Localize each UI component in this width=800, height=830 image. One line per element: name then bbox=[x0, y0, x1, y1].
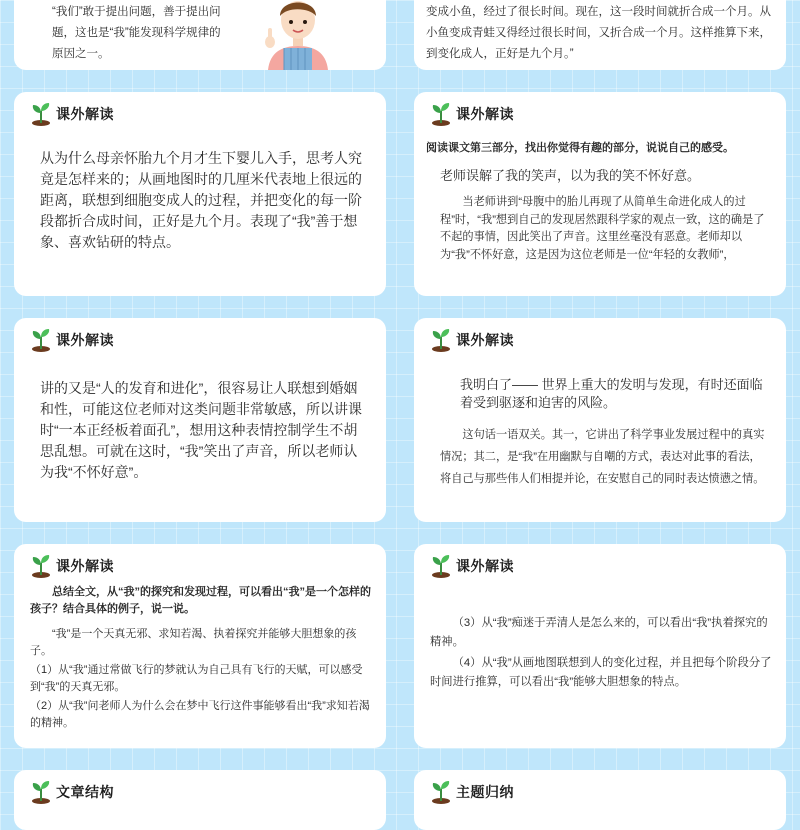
sprout-icon bbox=[30, 554, 52, 578]
card-header bbox=[30, 102, 114, 126]
card-title: 课外解读 bbox=[56, 106, 114, 122]
teacher-illustration bbox=[258, 0, 338, 70]
sprout-icon bbox=[430, 102, 452, 126]
card-title: 课外解读 bbox=[56, 558, 114, 574]
text-line: “我们”敢于提出问题，善于提出问 bbox=[52, 6, 221, 18]
point-text: （2）从“我”问老师人为什么会在梦中飞行这件事能够看出“我”求知若渴的精神。 bbox=[30, 700, 370, 729]
card-body: 当老师讲到“母腹中的胎儿再现了从简单生命进化成人的过程”时，“我”想到自己的发现居然跟科学家的观点一致，这的确是了不起的事情，因此笑出了声音。这里丝毫没有恶意。老师却以为“我”不怀好意，这是因为这位老师是一位“年轻的女教师”， bbox=[440, 196, 765, 261]
top-right-card bbox=[414, 0, 786, 70]
point-text: （3）从“我”痴迷于弄清人是怎么来的，可以看出“我”执着探究的精神。 bbox=[430, 617, 768, 648]
sprout-icon bbox=[30, 328, 52, 352]
card-header bbox=[30, 328, 114, 352]
reading-card bbox=[414, 544, 786, 748]
card-title: 文章结构 bbox=[56, 784, 114, 800]
reading-card bbox=[14, 318, 386, 522]
card-title: 课外解读 bbox=[56, 332, 114, 348]
point-text: （1）从“我”通过常做飞行的梦就认为自己具有飞行的天赋，可以感受到“我”的天真无邪。 bbox=[30, 664, 363, 693]
card-header bbox=[430, 102, 514, 126]
sprout-icon bbox=[30, 780, 52, 804]
card-body: 从为什么母亲怀胎九个月才生下婴儿入手，思考人究竟是怎样来的；从画地图时的几厘米代表地上很远的距离，联想到细胞变成人的过程，并把变化的每一阶段都折合成时间，正好是九个月。表现了“我”善于想象、喜欢钻研的特点。 bbox=[40, 150, 362, 250]
answer-text: “我”是一个天真无邪、求知若渴、执着探究并能够大胆想象的孩子。 bbox=[30, 628, 357, 657]
sprout-icon bbox=[30, 102, 52, 126]
card-title: 课外解读 bbox=[456, 558, 514, 574]
text-line: 变成小鱼，经过了很长时间。现在，这一段时间就折合成一个月。从 bbox=[426, 6, 771, 18]
card-header bbox=[430, 554, 514, 578]
text-line: 原因之一。 bbox=[52, 48, 110, 60]
top-left-card bbox=[14, 0, 386, 70]
top-right-text bbox=[426, 2, 782, 65]
structure-card bbox=[14, 770, 386, 830]
card-body: 这句话一语双关。其一，它讲出了科学事业发展过程中的真实情况；其二，是“我”在用幽默与自嘲的方式，表达对此事的看法，将自己与那些伟人们相提并论，在安慰自己的同时表达愤懑之情。 bbox=[440, 429, 765, 485]
question-text: 总结全文，从“我”的探究和发现过程，可以看出“我”是一个怎样的孩子？结合具体的例子，说一说。 bbox=[30, 586, 371, 615]
reading-card bbox=[14, 92, 386, 296]
card-header bbox=[30, 554, 114, 578]
sprout-icon bbox=[430, 328, 452, 352]
card-title: 课外解读 bbox=[456, 106, 514, 122]
card-body: 讲的又是“人的发育和进化”，很容易让人联想到婚姻和性，可能这位老师对这类问题非常敏感，所以讲课时“一本正经板着面孔”，想用这种表情控制学生不胡思乱想。可就在这时，“我”笑出了声音，所以老师认为我“不怀好意”。 bbox=[40, 380, 362, 480]
card-title: 主题归纳 bbox=[456, 784, 514, 800]
quote-text: 老师误解了我的笑声，以为我的笑不怀好意。 bbox=[440, 168, 701, 183]
card-title: 课外解读 bbox=[456, 332, 514, 348]
top-left-text bbox=[52, 2, 272, 65]
theme-card bbox=[414, 770, 786, 830]
text-line: 到变化成人，正好是九个月。” bbox=[426, 48, 574, 60]
text-line: 题，这也是“我”能发现科学规律的 bbox=[52, 27, 221, 39]
card-header bbox=[430, 780, 514, 804]
sprout-icon bbox=[430, 554, 452, 578]
point-text: （4）从“我”从画地图联想到人的变化过程，并且把每个阶段分了时间进行推算，可以看出“我”能够大胆想象的特点。 bbox=[430, 657, 772, 688]
sprout-icon bbox=[430, 780, 452, 804]
question-text: 阅读课文第三部分，找出你觉得有趣的部分，说说自己的感受。 bbox=[426, 142, 734, 154]
card-header bbox=[430, 328, 514, 352]
text-line: 小鱼变成青蛙又得经过很长时间，又折合成一个月。这样推算下来， bbox=[426, 27, 771, 39]
reading-card bbox=[414, 92, 786, 296]
card-header bbox=[30, 780, 114, 804]
reading-card bbox=[14, 544, 386, 748]
quote-text: 我明白了—— 世界上重大的发明与发现，有时还面临着受到驱逐和迫害的风险。 bbox=[460, 377, 763, 410]
reading-card bbox=[414, 318, 786, 522]
